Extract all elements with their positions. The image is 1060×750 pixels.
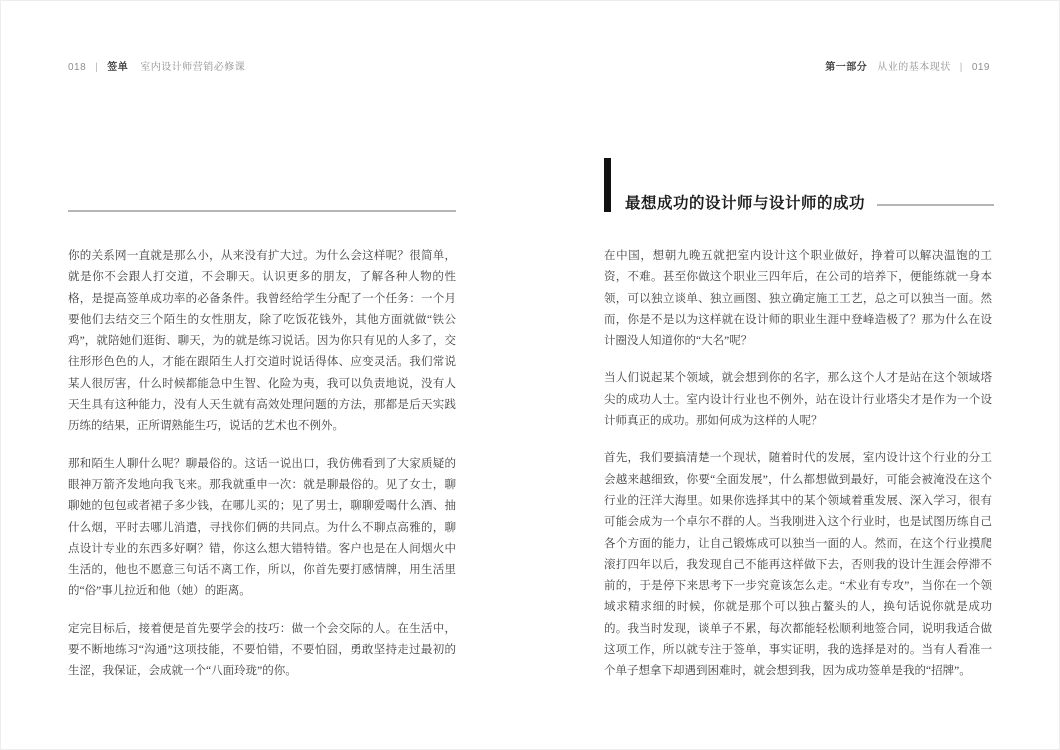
book-subtitle: 室内设计师营销必修课 [140,62,246,73]
section-heading [604,158,994,212]
header-divider: | [95,62,99,73]
left-page-number: 018 [68,62,87,73]
series-title: 签单 [107,62,129,73]
paragraph: 你的关系网一直就是那么小，从来没有扩大过。为什么会这样呢？很简单，就是你不会跟人打交道，不会聊天。认识更多的朋友，了解各种人物的性格，是提高签单成功率的必备条件。我曾经给学生分配了一个任务：一个月要他们去结交三个陌生的女性朋友，除了吃饭花钱外，其他方面就做“铁公鸡”，就陪她们逛街、聊天，为的就是练习说话。因为你只有见的人多了，交往形形色色的人，才能在跟陌生人打交道时说话得体、应变灵活。我们常说某人很厉害，什么时候都能急中生智、化险为夷，我可以负责地说，没有人天生具有这种能力，没有人天生就有高效处理问题的方法，那都是后天实践历练的结果，正所谓熟能生巧，说话的艺术也不例外。 [68,250,456,433]
header-divider: | [959,62,963,73]
part-title: 从业的基本现状 [877,62,951,73]
section-title: 最想成功的设计师与设计师的成功 [625,195,866,212]
paragraph: 那和陌生人聊什么呢？聊最俗的。这话一说出口，我仿佛看到了大家质疑的眼神万箭齐发地向我飞来。那我就重申一次：就是聊最俗的。见了女士，聊聊她的包包或者裙子多少钱，在哪儿买的；见了男士，聊聊爱喝什么酒、抽什么烟，平时去哪儿消遣，寻找你们俩的共同点。为什么不聊点高雅的，聊点设计专业的东西多好啊？错，你这么想大错特错。客户也是在人间烟火中生活的，他也不愿意三句话不离工作，所以，你首先要打感情牌，用生活里的“俗”事儿拉近和他（她）的距离。 [68,457,456,598]
part-label: 第一部分 [825,62,868,73]
paragraph: 当人们说起某个领域，就会想到你的名字，那么这个人才是站在这个领域塔尖的成功人士。室内设计行业也不例外，站在设计行业塔尖才是作为一个设计师真正的成功。那如何成为这样的人呢？ [604,372,992,428]
paragraph: 定完目标后，接着便是首先要学会的技巧：做一个会交际的人。在生活中，要不断地练习“沟通”这项技能，不要怕错，不要怕囧，勇敢坚持走过最初的生涩，我保证，会成就一个“八面玲珑”的你。 [68,622,456,678]
paragraph: 在中国，想朝九晚五就把室内设计这个职业做好，挣着可以解决温饱的工资，不难。甚至你做这个职业三四年后，在公司的培养下，便能练就一身本领，可以独立谈单、独立画图、独立确定施工工艺，总之可以独当一面。然而，你是不是以为这样就在设计师的职业生涯中登峰造极了？那为什么在设计圈没人知道你的“大名”呢？ [604,250,992,348]
left-running-head [68,58,245,73]
right-running-head [825,58,990,73]
heading-rule [877,204,994,206]
left-page-body [68,246,456,683]
paragraph: 首先，我们要搞清楚一个现状，随着时代的发展，室内设计这个行业的分工会越来越细致，你要“全面发展”，什么都想做到最好，可能会被淹没在这个行业的汪洋大海里。如果你选择其中的某个领域着重发展、深入学习，很有可能会成为一个卓尔不群的人。当我刚进入这个行业时，也是试图历练自己各个方面的能力，让自己锻炼成可以独当一面的人。然而，在这个行业摸爬滚打四年以后，我发现自己不能再这样做下去，否则我的设计生涯会停滞不前的，于是停下来思考下一步究竟该怎么走。“术业有专攻”，当你在一个领域求精求细的时候，你就是那个可以独占鳌头的人，换句话说你就是成功的。我当时发现，谈单子不累，每次都能轻松顺利地签合同，说明我适合做这项工作，所以就专注于签单，事实证明，我的选择是对的。当有人看准一个单子想拿下却遇到困难时，就会想到我，因为成功签单是我的“招牌”。 [604,452,992,678]
right-page-body [604,246,992,683]
section-end-rule [68,210,456,212]
right-page-number: 019 [971,62,990,73]
title-bar-mark [604,158,611,212]
